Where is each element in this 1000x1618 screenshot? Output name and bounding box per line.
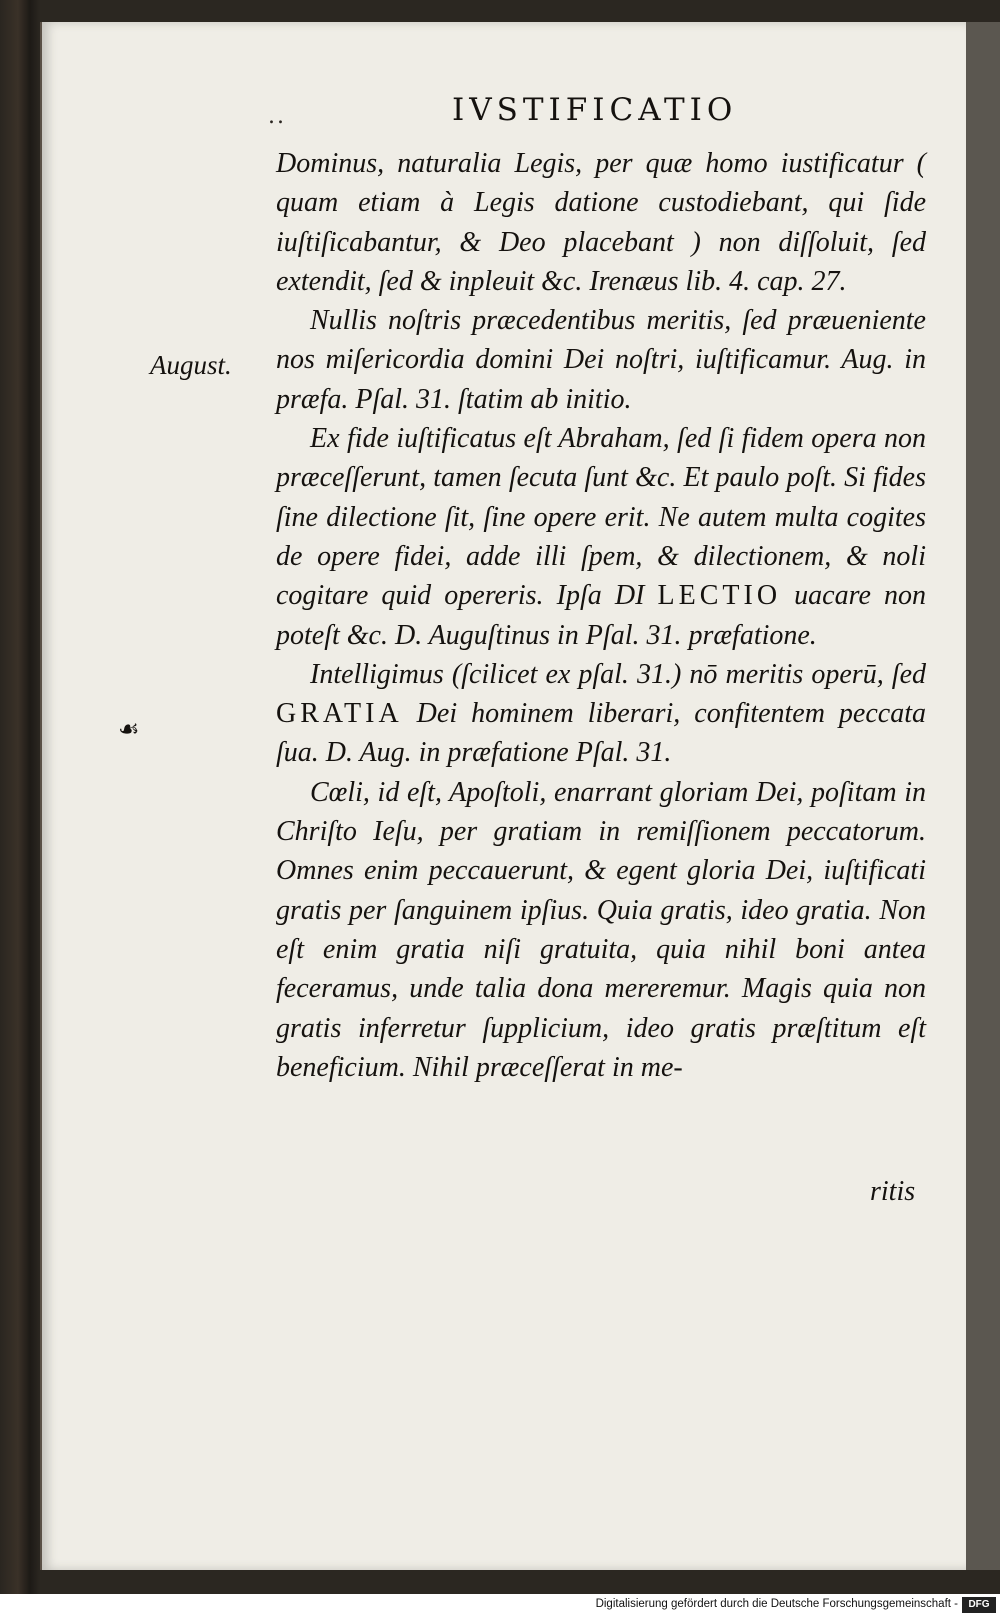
paragraph-text: Dominus, naturalia Legis, per quæ homo iustificatur ( quam etiam à Legis datione custodiebant, qui ſide iuſtiſicabantur, & Deo placebant ) non diſſoluit, ſed extendit, ſed & inpleuit &c. Irenæus lib. 4. cap. 27. <box>276 148 926 297</box>
paragraph-3 <box>276 419 926 655</box>
running-head: IVSTIFICATIO <box>452 92 738 128</box>
dfg-logo-icon: DFG <box>962 1597 996 1613</box>
footer-credit: Digitalisierung gefördert durch die Deutsche Forschungsgemeinschaft - <box>595 1598 958 1610</box>
spaced-word: LECTIO <box>657 580 782 612</box>
page-number: .. <box>268 104 286 129</box>
paragraph-text: Intelligimus (ſcilicet ex pſal. 31.) nō meritis operū, ſed <box>310 658 926 690</box>
body-text <box>276 144 926 1087</box>
paragraph-text: Dei hominem liberari, confitentem peccata ſua. D. Aug. in præfatione Pſal. 31. <box>276 698 926 769</box>
paragraph-text: Cœli, id eſt, Apoſtoli, enarrant gloriam Dei, poſitam in Chriſto Ieſu, per gratiam in remiſſionem peccatorum. Omnes enim peccauerunt, & egent gloria Dei, iuſtificati gratis per ſanguinem ipſius. Quia gratis, ideo gratia. Non eſt enim gratia niſi gratuita, quia nihil boni antea feceramus, unde talia dona mereremur. Magis quia non gratis inferretur ſupplicium, ideo gratis præſtitum eſt beneficium. Nihil præceſſerat in me- <box>276 776 926 1083</box>
paragraph-text: uacare non poteſt &c. D. Auguſtinus in Pſal. 31. præfatione. <box>276 580 926 651</box>
spaced-word: GRATIA <box>276 698 403 730</box>
paragraph-4 <box>276 655 926 773</box>
digitization-footer <box>0 1594 1000 1618</box>
paragraph-text: Nullis noſtris præcedentibus meritis, ſed præueniente nos miſericordia domini Dei noſtri, iuſtificamur. Aug. in præfa. Pſal. 31. ſtatim ab initio. <box>276 305 926 415</box>
marginal-note-august: August. <box>150 350 232 380</box>
marginal-fleuron-icon: ☙ <box>118 717 140 743</box>
catchword: ritis <box>870 1176 916 1207</box>
paragraph-2 <box>276 301 926 419</box>
paragraph-text: Ex fide iuſtificatus eſt Abraham, ſed ſi fidem opera non præceſſerunt, tamen ſecuta ſunt &c. Et paulo poſt. Si fides ſine dilectione ſit, ſine opere erit. Ne autem multa cogites de opere fidei, adde illi ſpem, & dilectionem, & noli cogitare quid opereris. Ipſa DI <box>276 423 926 612</box>
page-edge <box>966 22 1000 1570</box>
paragraph-1 <box>276 144 926 301</box>
paragraph-5 <box>276 773 926 1087</box>
